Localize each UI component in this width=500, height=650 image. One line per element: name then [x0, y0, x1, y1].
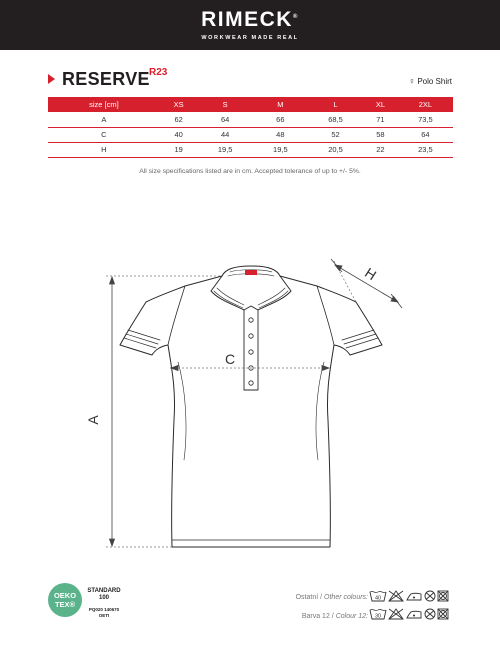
dimension-h-label: H — [362, 264, 380, 284]
table-cell: 71 — [363, 112, 398, 127]
button — [249, 318, 253, 322]
column-header: L — [308, 97, 363, 112]
dimension-c-arrow-right — [322, 366, 329, 371]
table-cell: 68,5 — [308, 112, 363, 127]
column-header: size [cm] — [48, 97, 160, 112]
table-cell: A — [48, 112, 160, 127]
left-dart — [178, 362, 186, 460]
care-icons-colour-12 — [369, 607, 453, 621]
dimension-a-arrow-bottom — [110, 539, 115, 546]
right-armhole-seam — [317, 286, 334, 345]
oeko-standard-label: STANDARD 100 — [87, 588, 121, 601]
table-cell: H — [48, 142, 160, 157]
table-cell: C — [48, 127, 160, 142]
table-cell: 19 — [160, 142, 198, 157]
table-cell: 64 — [398, 127, 453, 142]
table-cell: 20,5 — [308, 142, 363, 157]
collar-label — [245, 270, 257, 275]
no-bleach-icon — [389, 591, 403, 601]
care-label-colour-12: Barva 12 / Colour 12: — [301, 613, 368, 620]
left-armhole-seam — [168, 286, 185, 345]
table-cell: 23,5 — [398, 142, 453, 157]
dimension-a-arrow-top — [110, 277, 115, 284]
table-cell: 44 — [198, 127, 253, 142]
table-cell: 40 — [160, 127, 198, 142]
table-cell: 62 — [160, 112, 198, 127]
column-header: XS — [160, 97, 198, 112]
certificate-number: PQ020 140670 OETI — [88, 607, 120, 618]
no-bleach-icon — [389, 609, 403, 619]
iron-icon — [407, 611, 421, 618]
column-header: XL — [363, 97, 398, 112]
shirt-body-outline — [120, 276, 382, 547]
svg-text:40: 40 — [374, 595, 382, 602]
oeko-tex-logo: OEKO TEX® — [48, 583, 82, 617]
iron-icon — [407, 593, 421, 600]
column-header: S — [198, 97, 253, 112]
column-header: M — [253, 97, 308, 112]
collar-stripes — [214, 288, 288, 308]
product-type: ♀ Polo Shirt — [408, 76, 452, 86]
product-code: R23 — [149, 67, 168, 78]
no-tumble-dry-icon — [438, 591, 448, 601]
dry-clean-icon — [425, 609, 435, 619]
wash-tub-icon — [370, 591, 386, 601]
no-tumble-dry-icon — [438, 609, 448, 619]
left-sleeve-cuff — [124, 330, 160, 348]
table-cell: 64 — [198, 112, 253, 127]
table-cell: 19,5 — [253, 142, 308, 157]
svg-text:30: 30 — [374, 613, 382, 620]
right-dart — [316, 362, 324, 460]
table-cell: 73,5 — [398, 112, 453, 127]
right-sleeve-cuff — [342, 330, 378, 348]
dimension-c-label: C — [224, 351, 236, 367]
table-cell: 66 — [253, 112, 308, 127]
button — [249, 381, 253, 385]
brand-tagline: WORKWEAR MADE REAL — [201, 35, 299, 41]
female-icon: ♀ — [408, 76, 416, 86]
button — [249, 350, 253, 354]
table-cell: 19,5 — [198, 142, 253, 157]
table-cell: 22 — [363, 142, 398, 157]
table-cell: 48 — [253, 127, 308, 142]
table-cell: 52 — [308, 127, 363, 142]
button — [249, 334, 253, 338]
product-name: RESERVE — [62, 69, 150, 89]
column-header: 2XL — [398, 97, 453, 112]
dry-clean-icon — [425, 591, 435, 601]
dimension-a-label: A — [85, 415, 101, 425]
table-cell: 58 — [363, 127, 398, 142]
wash-tub-icon — [370, 609, 386, 619]
tolerance-note: All size specifications listed are in cm. Accepted tolerance of up to +/- 5%. — [139, 168, 361, 175]
care-icons-other-colours — [369, 589, 453, 603]
brand-logo: RIMECK® — [201, 8, 299, 31]
care-label-other-colours: Ostatní / Other colours: — [295, 594, 368, 601]
